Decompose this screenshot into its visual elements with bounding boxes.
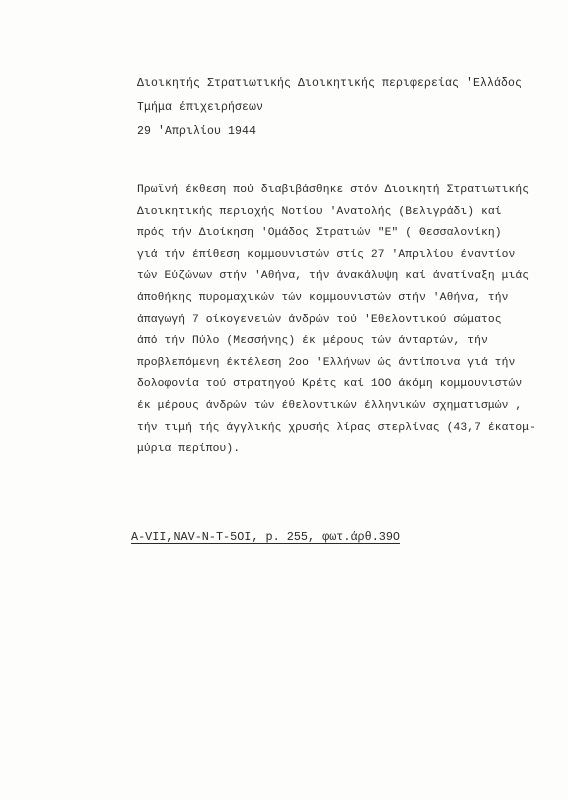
body-line: άπαγωγή 7 οίκογενειών άνδρών τού 'Εθελοντικού σώματος <box>137 313 502 326</box>
archive-reference: A-VII,NAV-N-T-5OI, p. 255, φωτ.άρθ.39Ο <box>131 530 401 544</box>
report-body <box>137 180 557 461</box>
header-line-authority: Διοικητής Στρατιωτικής Διοικητικής περιφερείας 'Ελλάδος <box>137 77 523 90</box>
body-line: γιά τήν έπίθεση κομμουνιστών στίς 27 'Απριλίου έναντίον <box>137 248 516 261</box>
header-line-date: 29 'Απριλίου 1944 <box>137 125 257 138</box>
header-line-department: Τμήμα έπιχειρήσεων <box>137 101 264 114</box>
body-line: πρός τήν Διοίκηση 'Ομάδος Στρατιών "Ε" ( Θεσσαλονίκη) <box>137 227 502 240</box>
body-line: Πρωϊνή έκθεση πού διαβιβάσθηκε στόν Διοικητή Στρατιωτικής <box>137 184 530 196</box>
body-line: Διοικητικής περιοχής Νοτίου 'Ανατολής (Βελιγράδι) καί <box>137 205 502 218</box>
body-line: έκ μέρους άνδρών τών έθελοντικών έλληνικών σχηματισμών , <box>137 399 523 412</box>
body-line: δολοφονία τού στρατηγού Κρέτς καί 1ΟΟ άκόμη κομμουνιστών <box>137 378 523 391</box>
body-line: άπό τήν Πύλο (Μεσσήνης) έκ μέρους τών άνταρτών, τήν <box>137 335 488 348</box>
body-line: προβλεπόμενη έκτέλεση 2οο 'Ελλήνων ώς άντίποινα γιά τήν <box>137 356 516 369</box>
body-line: άποθήκης πυρομαχικών τών κομμουνιστών στήν 'Αθήνα, τήν <box>137 291 509 304</box>
document-header <box>137 72 537 144</box>
body-line: τήν τιμή τής άγγλικής χρυσής λίρας στερλίνας (43,7 έκατομ- <box>137 421 536 434</box>
body-line: μύρια περίπου). <box>137 443 241 456</box>
body-line: τών Εύζώνων στήν 'Αθήνα, τήν άνακάλυψη καί άνατίναξη μιάς <box>137 270 530 283</box>
